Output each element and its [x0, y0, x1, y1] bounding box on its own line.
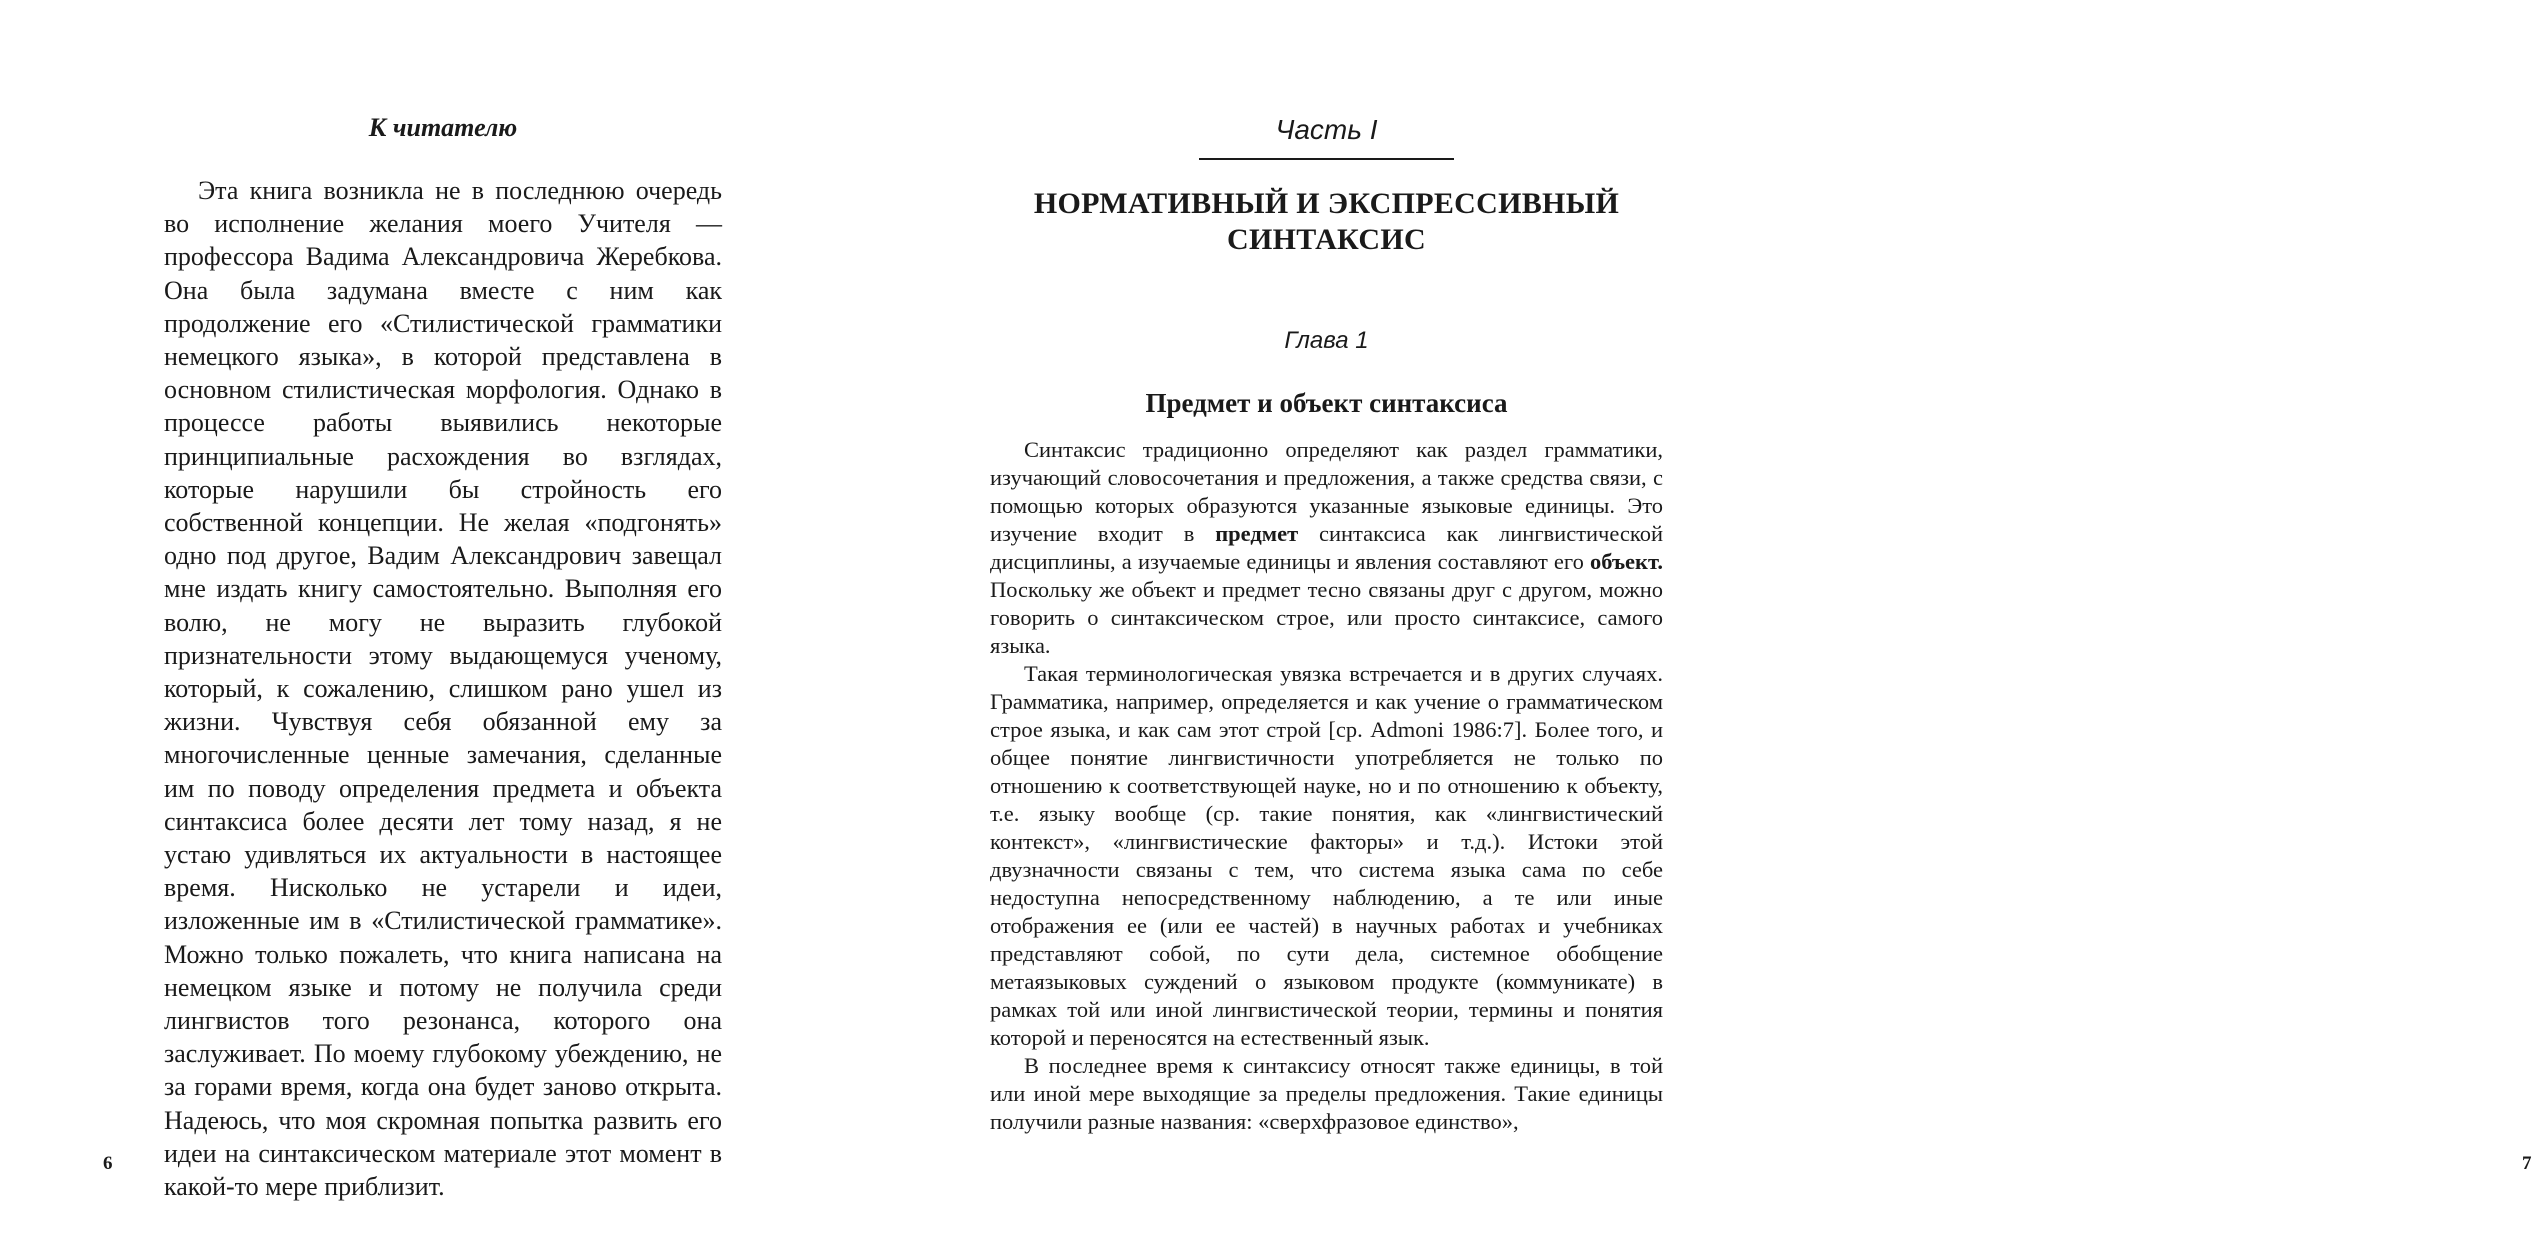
chapter-paragraph-2: Такая терминологическая увязка встречается и в других случаях. Грамматика, например, определяется и как учение о грамматическом строе языка, и как сам этот строй [ср. Admoni 1986:7]. Более того, и общее понятие лингвистичности употребляется не только по отношению к соответствующей науке, но и по отношению к объекту, т.е. языку вообще (ср. такие понятия, как «лингвистический контекст», «лингвистические факторы» и т.д.). Истоки этой двузначности связаны с тем, что система языка сама по себе недоступна непосредственному наблюдению, а те или иные отображения ее (или ее частей) в научных работах и учебниках представляют собой, по сути дела, системное обобщение метаязыковых суждений о языковом продукте (коммуникате) в рамках той или иной лингвистической теории, термины и понятия которой и переносятся на естественный язык. — [990, 661, 1663, 1050]
to-reader-paragraph: Эта книга возникла не в последнюю очередь во исполнение желания моего Учителя — профессора Вадима Александровича Жеребкова. Она была задумана вместе с ним как продолжение его «Стилистической грамматики немецкого языка», в которой представлена в основном стилистическая морфология. Однако в процессе работы выявились некоторые принципиальные расхождения во взглядах, которые нарушили бы стройность его собственной концепции. Не желая «подгонять» одно под другое, Вадим Александрович завещал мне издать книгу самостоятельно. Выполняя его волю, не могу не выразить глубокой признательности этому выдающемуся ученому, который, к сожалению, слишком рано ушел из жизни. Чувствуя себя обязанной ему за многочисленные ценные замечания, сделанные им по поводу определения предмета и объекта синтаксиса более десяти лет тому назад, я не устаю удивляться их актуальности в настоящее время. Нисколько не устарели и идеи, изложенные им в «Стилистической грамматике». Можно только пожалеть, что книга написана на немецком языке и потому не получила среди лингвистов того резонанса, которого она заслуживает. По моему глубокому убеждению, не за горами время, когда она будет заново открыта. Надеюсь, что моя скромная попытка развить его идеи на синтаксическом материале этот момент в какой-то мере приблизит. — [164, 176, 722, 1202]
paragraph-1-text-a: Синтаксис традиционно определяют как раздел грамматики, изучающий словосочетания и предложения, а также средства связи, с помощью которых образуются указанные языковые единицы. Это изучение входит в — [990, 437, 1663, 546]
to-reader-body — [164, 174, 722, 1203]
to-reader-heading: К читателю — [368, 113, 518, 142]
right-text-column — [990, 112, 1663, 1136]
chapter-title: Предмет и объект синтаксиса — [1145, 388, 1508, 418]
part-label: Часть I — [1275, 114, 1378, 145]
page-number-left: 6 — [103, 1153, 113, 1174]
page-number-right: 7 — [2522, 1153, 2532, 1174]
right-page — [877, 0, 2532, 1240]
part-title-line-1: НОРМАТИВНЫЙ И ЭКСПРЕССИВНЫЙ — [1033, 187, 1620, 220]
part-title — [990, 186, 1663, 258]
paragraph-1-text-b: синтаксиса как лингвистической дисциплины, а изучаемые единицы и явления составляют его — [990, 521, 1663, 574]
part-title-line-2: СИНТАКСИС — [1227, 223, 1426, 256]
chapter-label: Глава 1 — [1284, 327, 1369, 354]
term-subject-bold: предмет — [1215, 521, 1299, 546]
chapter-body — [990, 436, 1663, 1136]
left-text-column — [164, 112, 722, 1203]
part-divider-rule — [1199, 158, 1454, 160]
left-page — [0, 0, 877, 1240]
chapter-paragraph-3: В последнее время к синтаксису относят также единицы, в той или иной мере выходящие за пределы предложения. Такие единицы получили разные названия: «сверхфразовое единство», — [990, 1053, 1663, 1134]
chapter-paragraph-1 — [990, 436, 1663, 660]
paragraph-1-text-c: Поскольку же объект и предмет тесно связаны друг с другом, можно говорить о синтаксическом строе, или просто синтаксисе, самого языка. — [990, 577, 1663, 658]
term-object-bold: объект. — [1590, 549, 1663, 574]
